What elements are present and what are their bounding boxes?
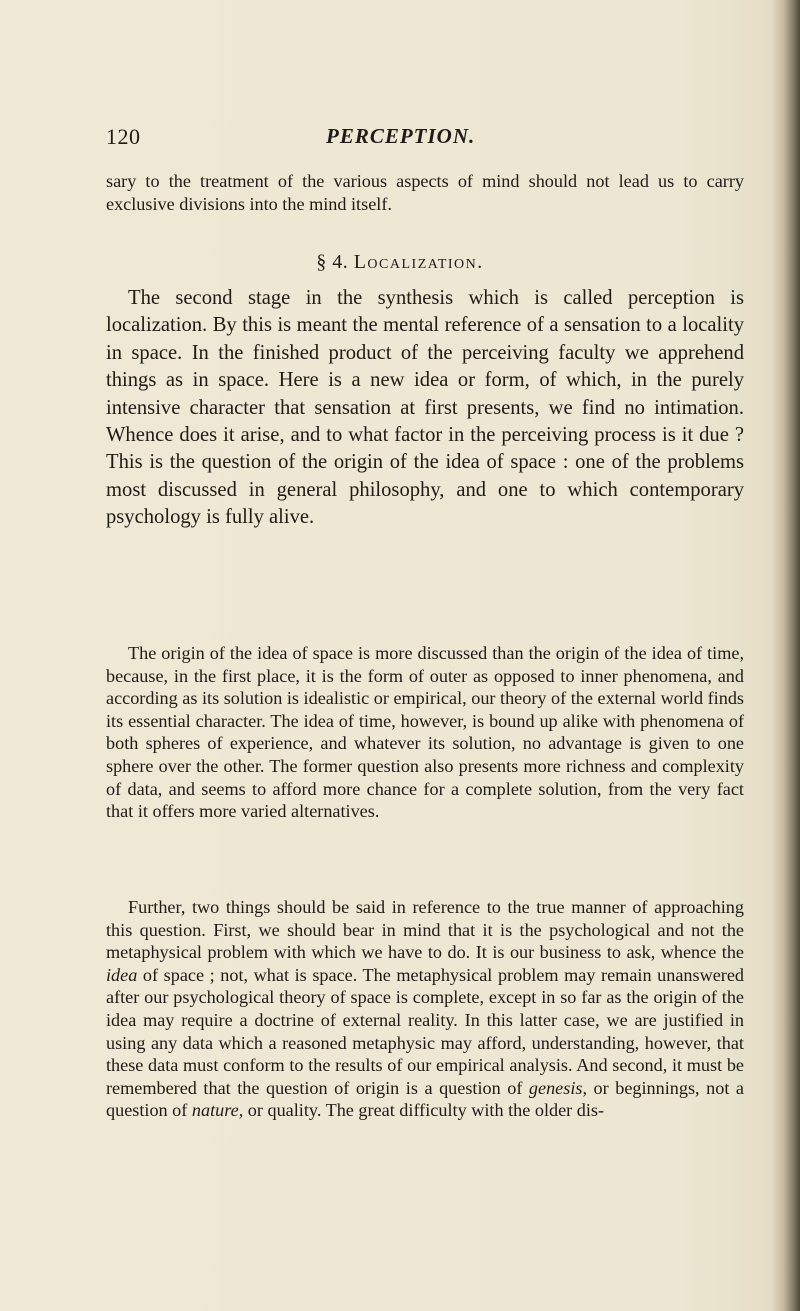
paragraph-4 [106,896,744,1122]
section-number: § 4. [316,251,349,273]
paragraph-4-part-3: or beginnings, not a question of [106,1077,744,1121]
emphasis-genesis: genesis, [528,1077,588,1098]
main-paragraph-block [106,285,744,532]
intro-paragraph-block [106,170,744,215]
emphasis-nature: nature, [191,1100,244,1121]
section-title: Localization. [353,251,484,273]
paragraph-3: The origin of the idea of space is more discussed than the origin of the idea of time, because, in the first place, it is the form of outer as opposed to inner phenomena, and according as its solution is idealistic or empirical, our theory of the external world finds its essential character. The idea of time, however, is bound up alike with phenomena of both spheres of experience, and whatever its solution, no advantage is given to one sphere over the other. The former question also presents more richness and complexity of data, and seems to afford more chance for a complete solution, from the very fact that it offers more varied alternatives. [106,643,744,822]
running-head: PERCEPTION. [326,124,476,148]
main-paragraph: The second stage in the synthesis which is called perception is localization. By this is meant the mental reference of a sensation to a locality in space. In the finished product of the perceiving faculty we apprehend things as in space. Here is a new idea or form, of which, in the purely intensive character that sensation at first presents, we find no intimation. Whence does it arise, and to what factor in the perceiving process is it due ? This is the question of the origin of the idea of space : one of the problems most discussed in general philosophy, and one to which contemporary psychology is fully alive. [106,287,744,529]
section-heading [0,251,800,274]
paragraph-4-block [106,896,744,1122]
emphasis-idea: idea [106,964,138,985]
paragraph-3-block [106,642,744,823]
paragraph-4-part-1: Further, two things should be said in reference to the true manner of approaching this question. First, we should bear in mind that it is the psychological and not the metaphysical problem with which we have to do. It is our business to ask, whence the [106,897,744,963]
page-header [106,124,746,154]
page-number: 120 [106,124,141,149]
page-edge-shadow [772,0,800,1311]
intro-paragraph: sary to the treatment of the various aspects of mind should not lead us to carry exclusive divisions into the mind itself. [106,171,744,214]
paragraph-4-part-2: of space ; not, what is space. The metaphysical problem may remain unanswered after our psychological theory of space is complete, except in so far as the origin of the idea may require a doctrine of external reality. In this latter case, we are justified in using any data which a reasoned metaphysic may afford, understanding, however, that these data must conform to the results of our empirical analysis. And second, it must be remembered that the question of origin is a question of [106,964,744,1098]
paragraph-4-part-4: or quality. The great difficulty with the older dis- [243,1100,605,1121]
